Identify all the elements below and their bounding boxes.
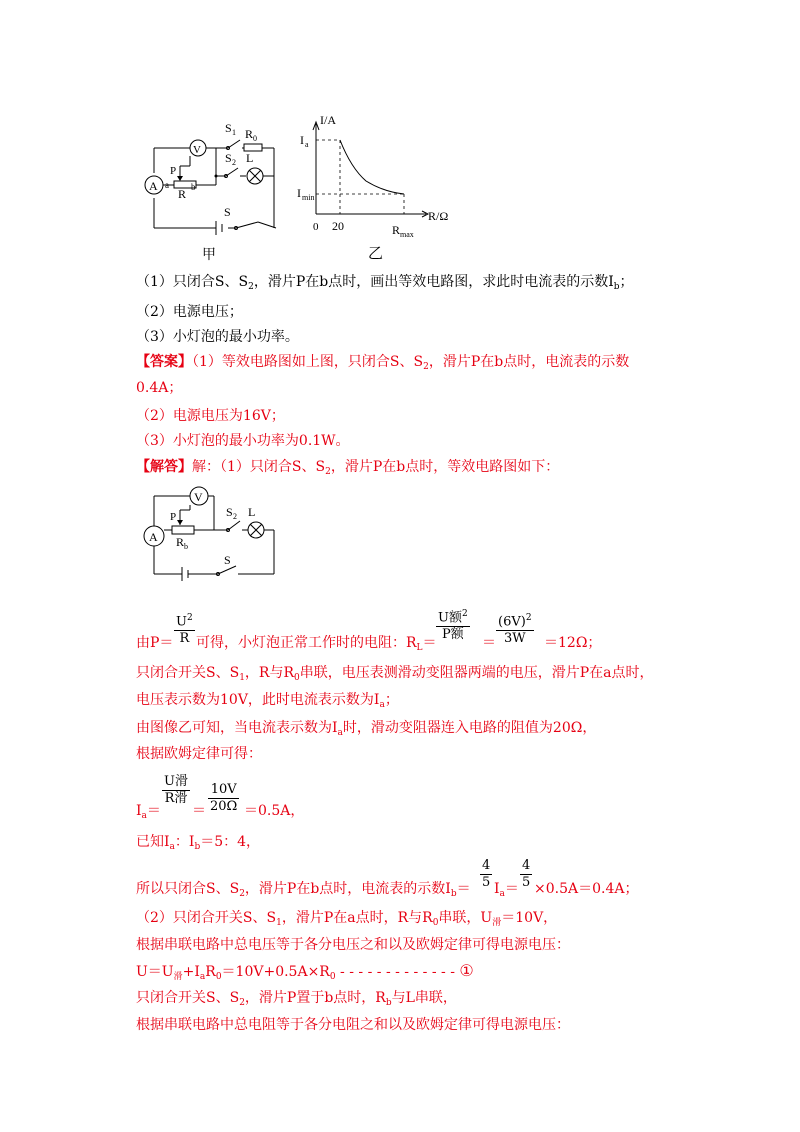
answer-line-1: 【答案】（1）等效电路图如上图，只闭合S、$S_2$，滑片P在b点时，电流表的示数 bbox=[136, 354, 630, 372]
svg-text:L: L bbox=[246, 151, 254, 165]
svg-text:P: P bbox=[170, 511, 177, 523]
svg-text:R: R bbox=[176, 535, 185, 549]
svg-text:2: 2 bbox=[233, 512, 237, 521]
svg-text:0: 0 bbox=[253, 134, 257, 143]
svg-text:a: a bbox=[305, 140, 309, 149]
solution-line-6: 已知$I_a$：$I_b=5$：4， bbox=[136, 834, 261, 852]
svg-text:max: max bbox=[400, 230, 414, 239]
svg-text:P: P bbox=[170, 165, 177, 177]
svg-text:R: R bbox=[245, 127, 254, 141]
svg-text:S: S bbox=[225, 121, 232, 135]
graph-yi bbox=[296, 106, 466, 250]
answer-line-2: （2）电源电压为16V； bbox=[136, 408, 285, 424]
svg-text:1: 1 bbox=[232, 128, 236, 137]
voltmeter-label: V bbox=[193, 144, 201, 156]
svg-text:S: S bbox=[225, 151, 232, 165]
svg-text:L: L bbox=[248, 505, 256, 519]
figure-caption-jia: 甲 bbox=[202, 247, 216, 263]
figure-caption-yi: 乙 bbox=[368, 244, 384, 262]
y-axis-label: I/A bbox=[320, 113, 336, 127]
svg-text:0: 0 bbox=[313, 221, 319, 233]
svg-text:S: S bbox=[224, 553, 231, 567]
svg-text:20: 20 bbox=[332, 219, 344, 233]
ammeter-label: A bbox=[149, 179, 158, 193]
solution-line-9: 根据串联电路中总电压等于各分电压之和以及欧姆定律可得电源电压： bbox=[136, 937, 570, 953]
solution-line-2: 只闭合开关S、$S_1$，R与$R_0$串联，电压表测滑动变阻器两端的电压，滑片P在a点时， bbox=[136, 665, 654, 683]
solution-line-1: 【解答】解：（1）只闭合S、$S_2$，滑片P在b点时，等效电路图如下： bbox=[136, 459, 560, 477]
answer-line-3: （3）小灯泡的最小功率为0.1W。 bbox=[136, 433, 350, 449]
answer-line-1-cont: 0.4A； bbox=[136, 380, 183, 396]
svg-text:b: b bbox=[191, 182, 196, 192]
svg-text:A: A bbox=[149, 530, 158, 544]
x-axis-label: R/Ω bbox=[428, 209, 449, 223]
svg-text:I: I bbox=[300, 133, 304, 147]
svg-text:V: V bbox=[194, 490, 203, 504]
svg-text:a: a bbox=[165, 180, 169, 190]
question-2: （2）电源电压； bbox=[136, 304, 243, 320]
svg-text:R: R bbox=[392, 223, 401, 237]
answer-tag: 【答案】 bbox=[136, 354, 192, 370]
solution-tag: 【解答】 bbox=[136, 459, 192, 475]
svg-text:I: I bbox=[297, 186, 301, 200]
equivalent-circuit bbox=[136, 484, 286, 588]
solution-line-12: 根据串联电路中总电阻等于各分电阻之和以及欧姆定律可得电源电压： bbox=[136, 1017, 570, 1033]
solution-line-5: 根据欧姆定律可得： bbox=[136, 746, 262, 762]
solution-line-4: 由图像乙可知，当电流表示数为$I_a$时，滑动变阻器连入电路的阻值为20Ω， bbox=[136, 720, 597, 738]
question-1: （1）只闭合S、$S_2$，滑片P在b点时，画出等效电路图，求此时电流表的示数$I_b$； bbox=[136, 274, 634, 292]
svg-text:S: S bbox=[224, 205, 231, 219]
solution-line-8: （2）只闭合开关S、$S_1$，滑片P在a点时，R与$R_0$串联，$U_滑=10V$， bbox=[136, 910, 558, 928]
solution-line-3: 电压表示数为10V，此时电流表示数为$I_a$； bbox=[136, 692, 399, 710]
solution-line-10: $U=U_滑+I_aR_0=10V+0.5A\times R_0$ - - - - - - - - - - - - - ① bbox=[136, 961, 474, 982]
svg-text:S: S bbox=[226, 505, 233, 519]
solution-line-11: 只闭合开关S、$S_2$，滑片P置于b点时，$R_b$与L串联， bbox=[136, 990, 457, 1008]
question-3: （3）小灯泡的最小功率。 bbox=[136, 329, 299, 345]
svg-text:b: b bbox=[184, 542, 188, 551]
svg-text:2: 2 bbox=[232, 158, 236, 167]
svg-text:R: R bbox=[178, 187, 187, 201]
svg-text:min: min bbox=[302, 193, 315, 202]
